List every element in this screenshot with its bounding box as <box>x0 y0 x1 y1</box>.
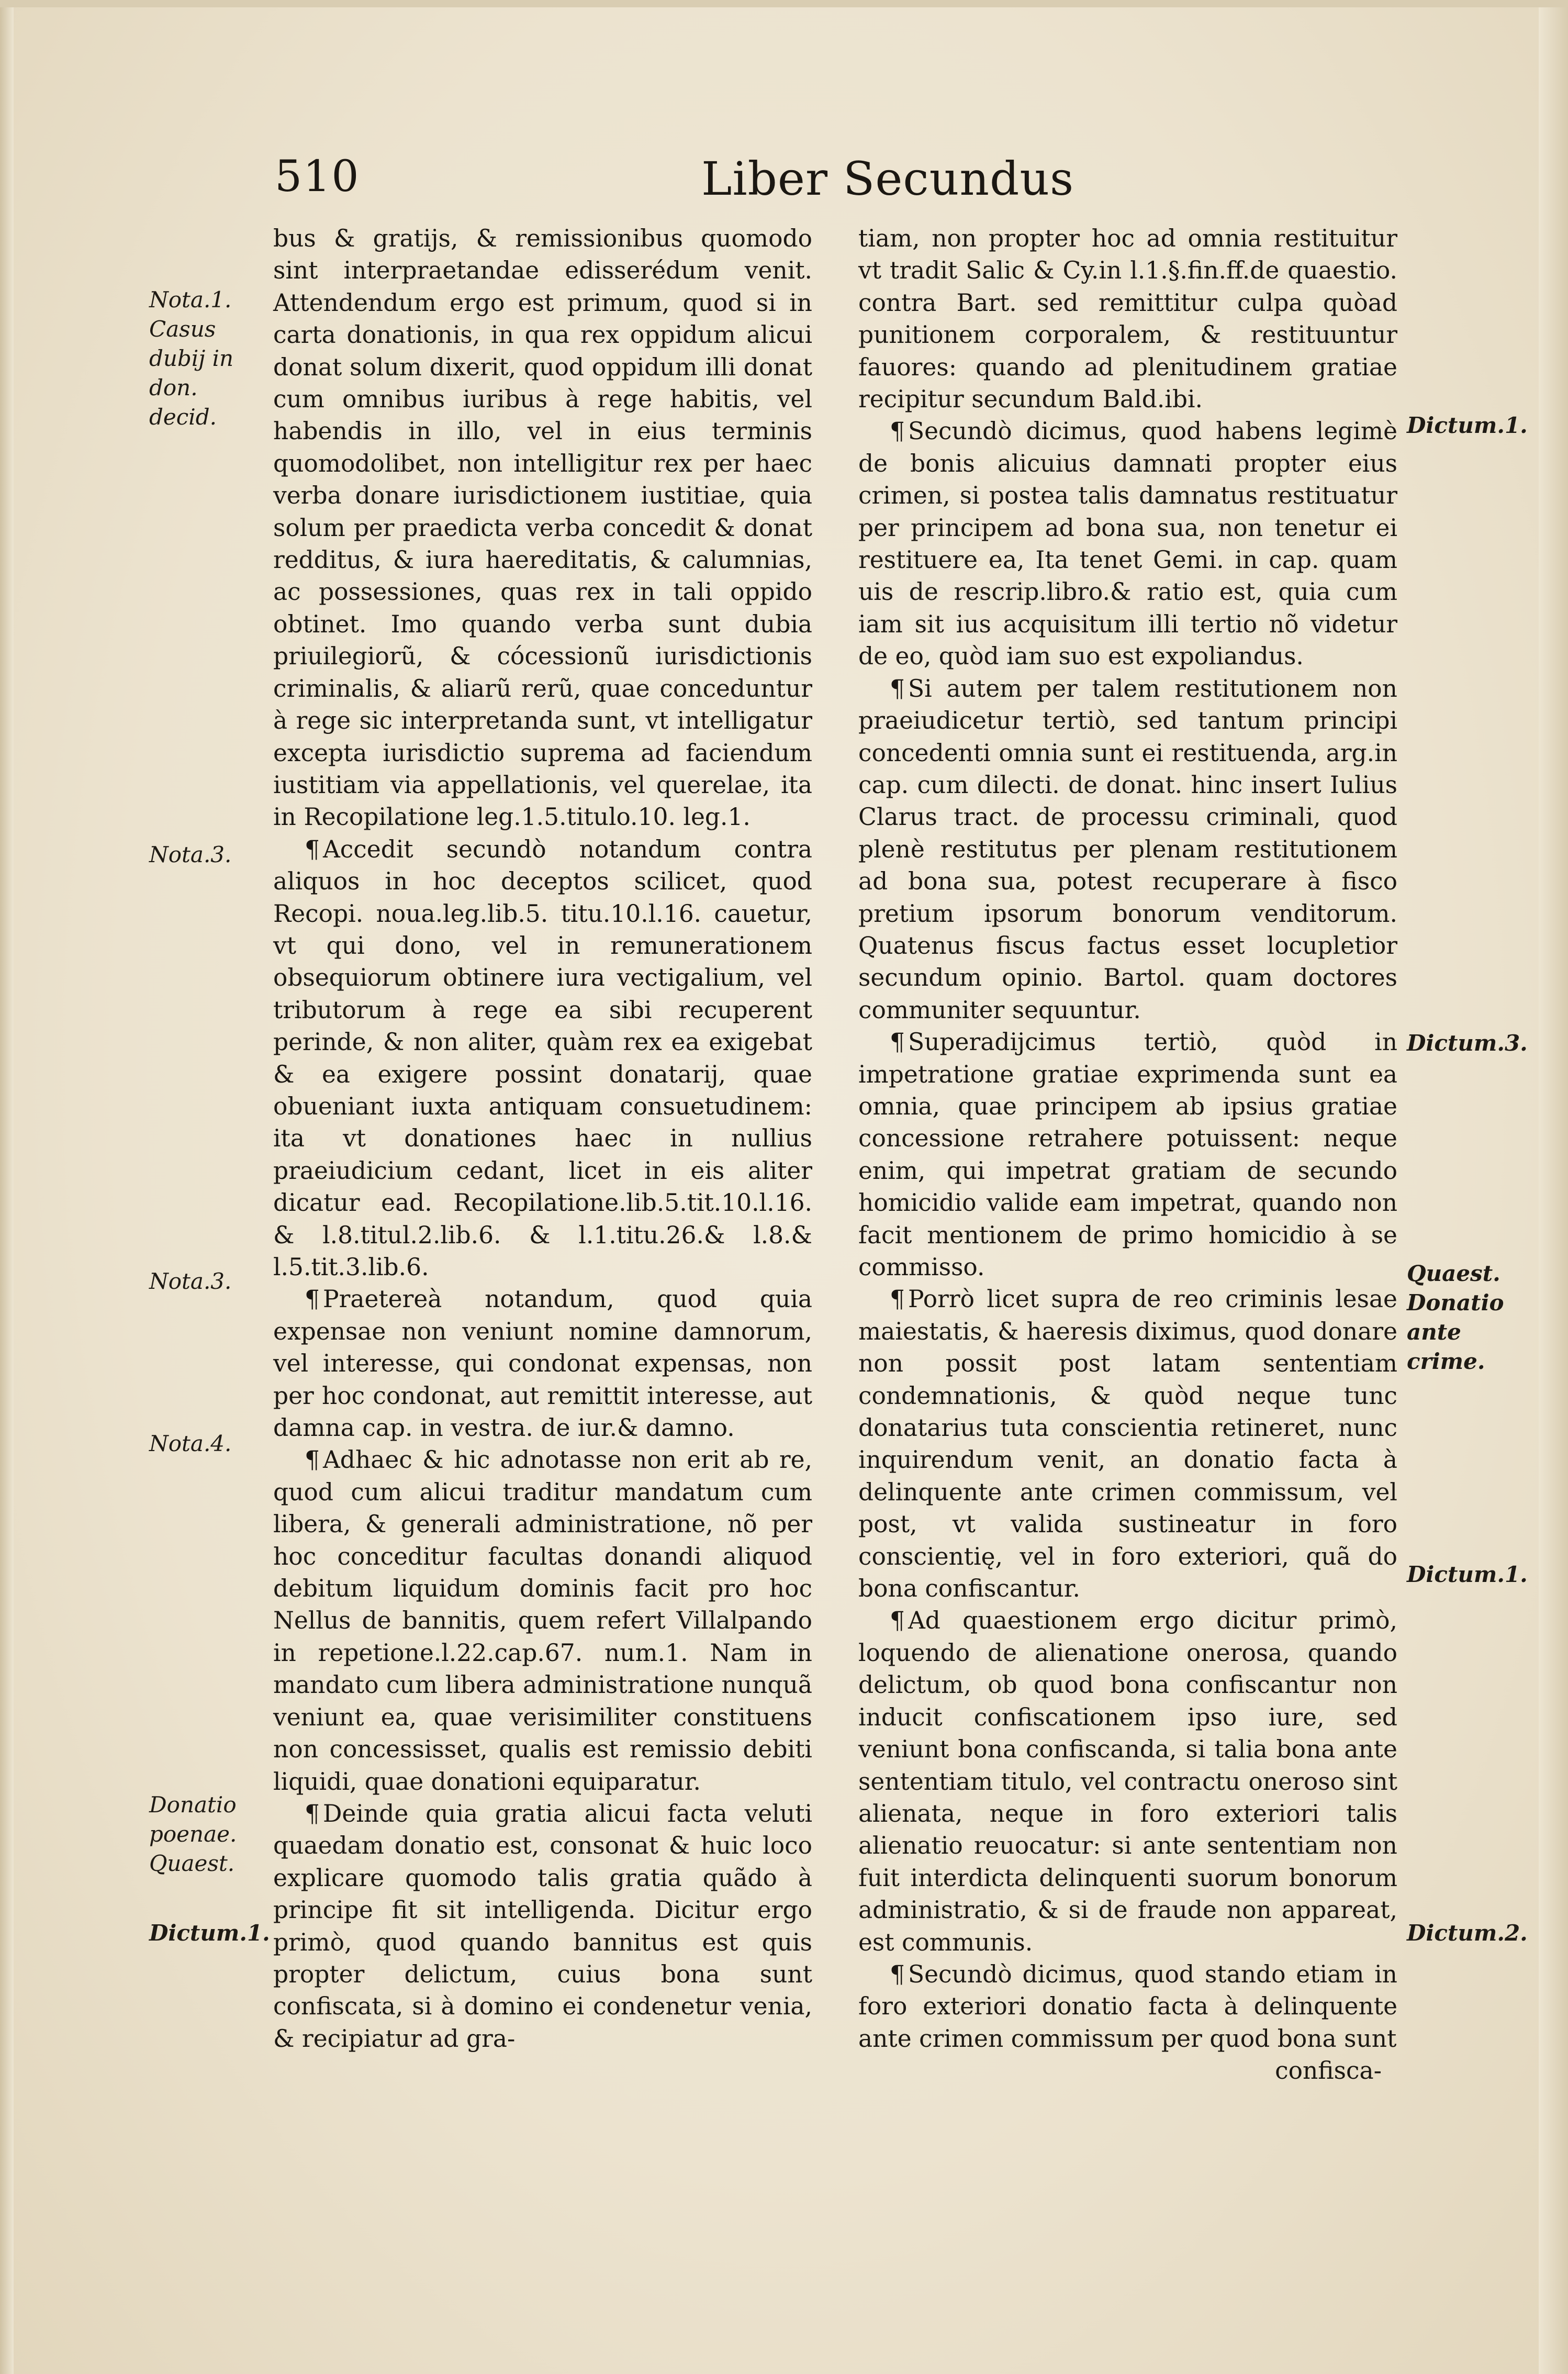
pilcrow-icon: ¶ <box>890 674 905 703</box>
margin-note-dictum-1: Dictum.1. <box>1407 413 1528 438</box>
margin-note-nota-1 <box>149 285 262 432</box>
paragraph <box>858 1283 1397 1604</box>
paragraph-text: Deinde quia gratia alicui facta veluti quaedam donatio est, consonat & huic loco explicare quomodo talis gratia quãdo à principe fit sit intelligenda. Dicitur ergo primò, quod quando bannitus est quis propter delictum, cuius bona sunt confiscata, si à domino ei condenetur venia, & recipiatur ad gra- <box>273 1799 812 2053</box>
paragraph: bus & gratijs, & remissionibus quomodo sint interpraetandae edisserédum venit. Attendendum ergo est primum, quod si in carta donationis, in qua rex oppidum alicui donat solum dixerit, quod oppidum illi donat cum omnibus iuribus à rege habitis, vel habendis in illo, vel in eius terminis quomodolibet, non intelligitur rex per haec verba donare iurisdictionem iustitiae, quia solum per praedicta verba concedit & donat redditus, & iura haereditatis, & calumnias, ac possessiones, quas rex in tali oppido obtinet. Imo quando verba sunt dubia priuilegiorũ, & cócessionũ iurisdictionis criminalis, & aliarũ rerũ, quae conceduntur à rege sic interpretanda sunt, vt intelligatur excepta iurisdictio suprema ad faciendum iustitiam via appellationis, vel querelae, ita in Recopilatione leg.1.5.titulo.10. leg.1. <box>273 225 812 831</box>
margin-note-quaest: Quaest. Donatio ante crime. <box>1407 1261 1504 1374</box>
margin-note-nota-3a: Nota.3. <box>149 842 232 867</box>
paragraph-text: Si autem per talem restitutionem non praeiudicetur tertiò, sed tantum principi concedenti omnia sunt ei restituenda, arg.in cap. cum dilecti. de donat. hinc insert Iulius Clarus tract. de processu criminali, quod plenè restitutus per plenam restitutionem ad bona sua, potest recuperare à fisco pretium ipsorum bonorum venditorum. Quatenus fiscus factus esset locupletior secundum opinio. Bartol. quam doctores communiter sequuntur. <box>858 674 1397 1024</box>
margin-note-nota-4: Nota.4. <box>149 1431 232 1456</box>
page-edge-right <box>1539 0 1568 2374</box>
paragraph-text: Porrò licet supra de reo criminis lesae maiestatis, & haeresis diximus, quod donare non possit post latam sententiam condemnationis, & quòd neque tunc donatarius tuta conscientia retineret, nunc inquirendum venit, an donatio facta à delinquente ante crimen commissum, vel post, vt valida sustineatur in foro conscientię, vel in foro exteriori, quã do bona confiscantur. <box>858 1285 1397 1603</box>
paragraph-text: Praetereà notandum, quod quia expensae non veniunt nomine damnorum, vel interesse, qui condonat expensas, non per hoc condonat, aut remittit interesse, aut damna cap. in vestra. de iur.& damno. <box>273 1285 812 1442</box>
running-head: Liber Secundus <box>701 152 1074 206</box>
paragraph-text: Superadijcimus tertiò, quòd in impetratione gratiae exprimenda sunt ea omnia, quae principem ab ipsius gratiae concessione retrahere potuissent: neque enim, qui impetrat gratiam de secundo homicidio valide eam impetrat, quando non facit mentionem de primo homicidio à se commisso. <box>858 1028 1397 1281</box>
paragraph <box>858 673 1397 1026</box>
right-text-column <box>858 222 1397 2087</box>
pilcrow-icon: ¶ <box>305 1446 320 1474</box>
page-edge-top <box>0 0 1568 7</box>
pilcrow-icon: ¶ <box>305 1285 320 1313</box>
paragraph <box>273 833 812 1284</box>
catchword: confisca- <box>1275 2057 1382 2085</box>
pilcrow-icon: ¶ <box>305 835 320 863</box>
page-header <box>0 152 1568 215</box>
pilcrow-icon: ¶ <box>890 417 905 445</box>
margin-note-dictum-2: Dictum.2. <box>1407 1920 1528 1946</box>
pilcrow-icon: ¶ <box>890 1960 905 1988</box>
margin-note-donatio: Donatio poenae. Quaest. <box>149 1792 237 1876</box>
margin-note-nota-3b: Nota.3. <box>149 1268 232 1294</box>
paragraph-text: Adhaec & hic adnotasse non erit ab re, quod cum alicui traditur mandatum cum libera, & generali administratione, nõ per hoc conceditur facultas donandi aliquod debitum liquidum dominis facit pro hoc Nellus de bannitis, quem refert Villalpando in repetione.l.22.cap.67. num.1. Nam in mandato cum libera administratione nunquã veniunt ea, quae verisimiliter constituens non concessisset, qualis est remissio debiti liquidi, quae donationi equiparatur. <box>273 1446 812 1796</box>
pilcrow-icon: ¶ <box>890 1607 905 1635</box>
paragraph-text: Ad quaestionem ergo dicitur primò, loquendo de alienatione onerosa, quando delictum, ob quod bona confiscantur non inducit confiscationem ipso iure, sed veniunt bona confiscanda, si talia bona ante sententiam titulo, vel contractu oneroso sint alienata, neque in foro exteriori talis alienatio reuocatur: si ante sententiam non fuit interdicta delinquenti suorum bonorum administratio, & si de fraude non appareat, est communis. <box>858 1607 1397 1956</box>
paragraph: tiam, non propter hoc ad omnia restituitur vt tradit Salic & Cy.in l.1.§.fin.ff.de quaestio. contra Bart. sed remittitur culpa quòad punitionem corporalem, & restituuntur fauores: quando ad plenitudinem gratiae recipitur secundum Bald.ibi. <box>858 225 1397 414</box>
margin-note-sub: Casus dubij in don. decid. <box>149 316 234 430</box>
pilcrow-icon: ¶ <box>890 1285 905 1313</box>
paragraph <box>858 1604 1397 1958</box>
paragraph <box>273 1798 812 2055</box>
margin-note-label: Nota.1. <box>149 287 232 313</box>
margin-note-dictum-left: Dictum.1. <box>149 1920 270 1946</box>
paragraph <box>858 415 1397 672</box>
left-text-column <box>273 222 812 2055</box>
margin-note-dictum-b: Dictum.3. <box>1407 1030 1528 1056</box>
paragraph <box>858 1958 1397 2055</box>
paragraph <box>273 1444 812 1797</box>
paragraph <box>858 1026 1397 1283</box>
paragraph-text: Secundò dicimus, quod stando etiam in foro exteriori donatio facta à delinquente ante crimen commissum per quod bona sunt <box>858 1960 1397 2053</box>
page-number: 510 <box>275 152 360 202</box>
page-edge-left <box>0 0 14 2374</box>
paragraph-text: Accedit secundò notandum contra aliquos in hoc deceptos scilicet, quod Recopi. noua.leg.lib.5. titu.10.l.16. cauetur, vt qui dono, vel in remunerationem obsequiorum obtinere iura vectigalium, vel tributorum à rege ea sibi recuperent perinde, & non aliter, quàm rex ea exigebat & ea exigere possint donatarij, quae obueniant iuxta antiquam consuetudinem: ita vt donationes haec in nullius praeiudicium cedant, licet in eis aliter dicatur ead. Recopilatione.lib.5.tit.10.l.16. & l.8.titul.2.lib.6. & l.1.titu.26.& l.8.& l.5.tit.3.lib.6. <box>273 835 812 1281</box>
pilcrow-icon: ¶ <box>305 1799 320 1827</box>
margin-note-dictum-c: Dictum.1. <box>1407 1562 1528 1587</box>
paragraph <box>273 1283 812 1444</box>
paragraph-text: Secundò dicimus, quod habens legimè de bonis alicuius damnati propter eius crimen, si postea talis damnatus restituatur per principem ad bona sua, non tenetur ei restituere ea, Ita tenet Gemi. in cap. quam uis de rescrip.libro.& ratio est, quia cum iam sit ius acquisitum illi tertio nõ videtur de eo, quòd iam suo est expoliandus. <box>858 417 1397 671</box>
pilcrow-icon: ¶ <box>890 1028 905 1056</box>
